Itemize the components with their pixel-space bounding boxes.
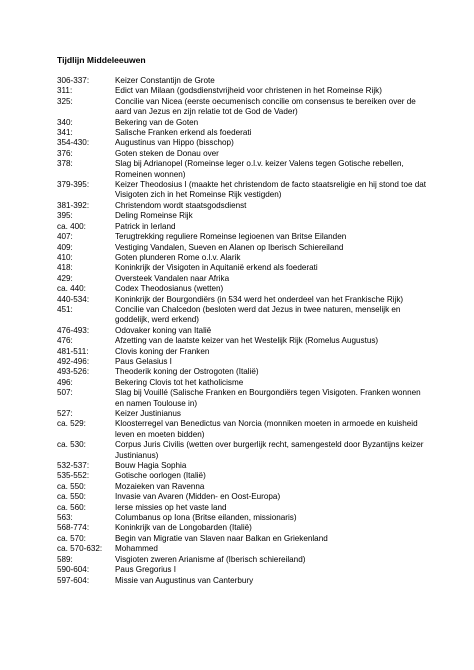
entry-text: Clovis koning der Franken xyxy=(115,346,210,356)
timeline-entry xyxy=(57,523,427,533)
timeline-entry xyxy=(57,149,427,159)
timeline-entry xyxy=(57,492,427,502)
entry-date: ca. 529: xyxy=(57,419,86,429)
entry-date: 306-337: xyxy=(57,76,90,85)
entry-text: Keizer Theodosius I (maakte het christendom de facto staatsreligie en hij stond toe dat Visigoten zich in het Romeinse Rijk vestigden) xyxy=(115,180,427,200)
timeline-entry xyxy=(57,97,427,118)
timeline-entry xyxy=(57,555,427,565)
entry-text: Koninkrijk der Visigoten in Aquitanië erkend als foederati xyxy=(115,263,318,273)
timeline-entry xyxy=(57,357,427,367)
entry-text: Koninkrijk van de Longobarden (Italië) xyxy=(115,523,252,533)
entry-date: 589: xyxy=(57,554,73,564)
entry-date: ca. 550: xyxy=(57,492,86,502)
timeline-entry xyxy=(57,565,427,575)
entry-text: Bekering Clovis tot het katholicisme xyxy=(115,377,244,387)
entry-date: 325: xyxy=(57,96,73,106)
timeline-entry xyxy=(57,243,427,253)
timeline-entry xyxy=(57,232,427,242)
timeline-entry xyxy=(57,180,427,201)
timeline-entry xyxy=(57,284,427,294)
timeline-entry xyxy=(57,326,427,336)
entry-date: 354-430: xyxy=(57,138,90,148)
entry-text: Mohammed xyxy=(115,544,158,554)
entry-text: Ierse missies op het vaste land xyxy=(115,502,227,512)
entry-text: Afzetting van de laatste keizer van het Westelijk Rijk (Romelus Augustus) xyxy=(115,336,379,346)
entry-text: Koninkrijk der Bourgondiërs (in 534 werd het onderdeel van het Frankische Rijk) xyxy=(115,294,404,304)
timeline-entry xyxy=(57,274,427,284)
entry-text: Deling Romeinse Rijk xyxy=(115,211,193,221)
entry-date: 563: xyxy=(57,513,73,523)
timeline-entry xyxy=(57,295,427,305)
timeline-entry xyxy=(57,461,427,471)
timeline-entry xyxy=(57,159,427,180)
entry-text: Salische Franken erkend als foederati xyxy=(115,128,252,138)
timeline-entry xyxy=(57,222,427,232)
timeline-entry xyxy=(57,378,427,388)
entry-date: 407: xyxy=(57,232,73,242)
entry-text: Edict van Milaan (godsdienstvrijheid voor christenen in het Romeinse Rijk) xyxy=(115,86,382,96)
entry-date: 409: xyxy=(57,242,73,252)
entry-date: 311: xyxy=(57,86,73,96)
entry-date: 590-604: xyxy=(57,565,90,575)
entry-date: 476: xyxy=(57,336,73,346)
entry-date: 493-526: xyxy=(57,367,90,377)
entry-text: Invasie van Avaren (Midden- en Oost-Europa) xyxy=(115,492,281,502)
entry-text: Christendom wordt staatsgodsdienst xyxy=(115,200,247,210)
timeline-entry xyxy=(57,347,427,357)
timeline-entry xyxy=(57,305,427,326)
entry-date: 410: xyxy=(57,252,73,262)
timeline-entry xyxy=(57,118,427,128)
entry-date: ca. 560: xyxy=(57,502,86,512)
entry-date: 507: xyxy=(57,388,73,398)
entry-text: Concilie van Chalcedon (besloten werd dat Jezus in twee naturen, menselijk en goddelijk, werd erkend) xyxy=(115,304,401,325)
timeline-entry xyxy=(57,86,427,96)
timeline-entry xyxy=(57,263,427,273)
entry-date: 418: xyxy=(57,263,73,273)
entry-text: Oversteek Vandalen naar Afrika xyxy=(115,273,230,283)
entry-date: ca. 530: xyxy=(57,440,86,450)
entry-date: 451: xyxy=(57,304,73,314)
timeline-entry xyxy=(57,128,427,138)
entry-text: Paus Gregorius I xyxy=(115,565,176,575)
timeline-entry xyxy=(57,336,427,346)
timeline-entry xyxy=(57,138,427,148)
timeline-entry xyxy=(57,534,427,544)
entry-text: Slag bij Vouillé (Salische Franken en Bourgondiërs tegen Visigoten. Franken wonnen en namen Toulouse in) xyxy=(115,388,421,408)
entry-text: Columbanus op Iona (Britse eilanden, missionaris) xyxy=(115,513,297,523)
entry-date: ca. 570: xyxy=(57,533,86,543)
entry-date: 379-395: xyxy=(57,180,90,190)
entry-date: 378: xyxy=(57,159,73,169)
entry-text: Missie van Augustinus van Canterbury xyxy=(115,575,254,585)
entry-date: ca. 570-632: xyxy=(57,544,103,554)
entry-text: Codex Theodosianus (wetten) xyxy=(115,284,224,294)
entry-text: Corpus Juris Civilis (wetten over burgerlijk recht, samengesteld door Byzantijns keizer Justinianus) xyxy=(115,440,424,460)
entry-date: 381-392: xyxy=(57,200,90,210)
document-title: Tijdlijn Middeleeuwen xyxy=(57,55,146,65)
entry-text: Bekering van de Goten xyxy=(115,117,199,127)
timeline-entry xyxy=(57,409,427,419)
entry-text: Augustinus van Hippo (bisschop) xyxy=(115,138,234,148)
entry-date: 440-534: xyxy=(57,294,90,304)
entry-text: Keizer Constantijn de Grote xyxy=(115,76,215,85)
entry-date: 492-496: xyxy=(57,356,90,366)
timeline-entry xyxy=(57,544,427,554)
entry-text: Gotische oorlogen (Italië) xyxy=(115,471,206,481)
entry-text: Odovaker koning van Italië xyxy=(115,325,212,335)
entry-date: 532-537: xyxy=(57,461,90,471)
entry-date: 429: xyxy=(57,273,73,283)
timeline-list xyxy=(57,76,427,586)
entry-date: 395: xyxy=(57,211,73,221)
entry-date: 568-774: xyxy=(57,523,90,533)
entry-text: Slag bij Adrianopel (Romeinse leger o.l.v. keizer Valens tegen Gotische rebellen, Romeinen wonnen) xyxy=(115,159,404,179)
entry-text: Bouw Hagia Sophia xyxy=(115,461,187,471)
entry-text: Keizer Justinianus xyxy=(115,409,181,418)
entry-text: Vestiging Vandalen, Sueven en Alanen op Iberisch Schiereiland xyxy=(115,242,344,252)
entry-date: 496: xyxy=(57,377,73,387)
timeline-entry xyxy=(57,503,427,513)
entry-text: Terugtrekking reguliere Romeinse legioenen van Britse Eilanden xyxy=(115,232,347,242)
entry-date: 597-604: xyxy=(57,575,90,585)
entry-text: Paus Gelasius I xyxy=(115,356,172,366)
timeline-entry xyxy=(57,419,427,440)
entry-date: ca. 400: xyxy=(57,221,86,231)
entry-date: 481-511: xyxy=(57,346,89,356)
timeline-entry xyxy=(57,513,427,523)
entry-text: Begin van Migratie van Slaven naar Balkan en Griekenland xyxy=(115,533,328,543)
entry-date: ca. 550: xyxy=(57,481,86,491)
entry-date: 340: xyxy=(57,117,73,127)
entry-date: 527: xyxy=(57,409,73,418)
entry-text: Kloosterregel van Benedictus van Norcia (monniken moeten in armoede en kuisheid leven en moeten bidden) xyxy=(115,419,418,439)
timeline-entry xyxy=(57,367,427,377)
entry-text: Visgioten zweren Arianisme af (Iberisch schiereiland) xyxy=(115,554,306,564)
entry-text: Theoderik koning der Ostrogoten (Italië) xyxy=(115,367,259,377)
timeline-entry xyxy=(57,76,427,86)
entry-date: 535-552: xyxy=(57,471,90,481)
entry-text: Patrick in Ierland xyxy=(115,221,176,231)
entry-text: Goten plunderen Rome o.l.v. Alarik xyxy=(115,252,241,262)
timeline-entry xyxy=(57,440,427,461)
timeline-entry xyxy=(57,482,427,492)
timeline-entry xyxy=(57,211,427,221)
timeline-entry xyxy=(57,388,427,409)
entry-text: Mozaieken van Ravenna xyxy=(115,481,205,491)
timeline-entry xyxy=(57,471,427,481)
entry-date: ca. 440: xyxy=(57,284,86,294)
entry-date: 341: xyxy=(57,128,73,138)
timeline-entry xyxy=(57,253,427,263)
entry-text: Goten steken de Donau over xyxy=(115,148,219,158)
timeline-entry xyxy=(57,201,427,211)
entry-date: 476-493: xyxy=(57,325,90,335)
entry-date: 376: xyxy=(57,148,73,158)
timeline-entry xyxy=(57,576,427,586)
entry-text: Concilie van Nicea (eerste oecumenisch concilie om consensus te bereiken over de aard van Jezus en zijn relatie tot de God de Vader) xyxy=(115,96,416,117)
